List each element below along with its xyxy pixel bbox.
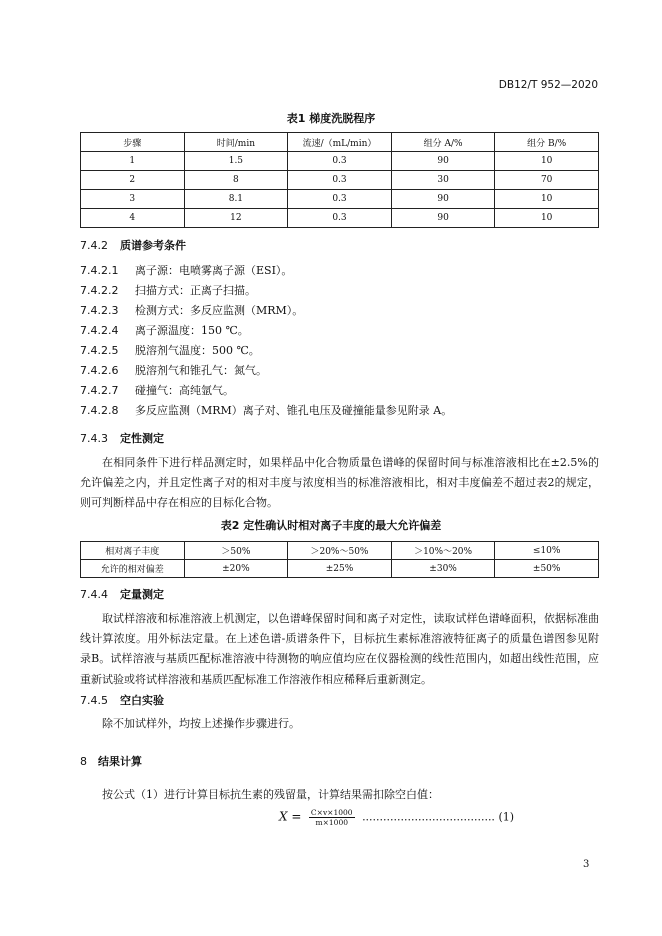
table-cell: 0.3 (288, 209, 392, 228)
section-number: 7.4.4 (80, 588, 108, 601)
item-text: 脱溶剂气和锥孔气：氮气。 (135, 364, 267, 377)
list-item (80, 362, 267, 378)
section-number: 7.4.5 (80, 694, 108, 707)
table-row (81, 190, 599, 209)
section-number: 7.4.2 (80, 239, 108, 252)
formula-denominator: m×1000 (315, 818, 348, 827)
table-cell: 70 (495, 171, 599, 190)
list-item (80, 302, 303, 318)
list-item (80, 342, 260, 358)
table-cell: 10 (495, 152, 599, 171)
paragraph-blank: 除不加试样外，均按上述操作步骤进行。 (102, 717, 300, 730)
list-item (80, 402, 452, 418)
table-cell: 3 (81, 190, 185, 209)
table-row (81, 209, 599, 228)
table-row (81, 560, 599, 578)
formula-lhs: X = (279, 809, 302, 824)
table-cell: 12 (184, 209, 288, 228)
item-number: 7.4.2.3 (80, 304, 119, 317)
section-heading-7-4-2 (80, 237, 186, 253)
paragraph-calculation: 按公式（1）进行计算目标抗生素的残留量，计算结果需扣除空白值： (102, 788, 439, 801)
table-cell: 相对离子丰度 (81, 542, 185, 560)
section-title: 定性测定 (120, 432, 164, 445)
table-cell: ＞50% (184, 542, 288, 560)
section-heading-7-4-3 (80, 430, 164, 446)
table-cell: 1.5 (184, 152, 288, 171)
table-cell: 8 (184, 171, 288, 190)
table-cell: 允许的相对偏差 (81, 560, 185, 578)
formula-numerator: C×v×1000 (310, 808, 353, 817)
item-text: 多反应监测（MRM）离子对、锥孔电压及碰撞能量参见附录 A。 (135, 404, 453, 417)
formula-label: (1) (498, 810, 515, 824)
table-cell: ±25% (288, 560, 392, 578)
section-number: 8 (80, 755, 87, 768)
table2-caption: 表2 定性确认时相对离子丰度的最大允许偏差 (220, 519, 442, 532)
table1-caption: 表1 梯度洗脱程序 (286, 112, 376, 125)
table-cell: 0.3 (288, 152, 392, 171)
table-cell: ±50% (495, 560, 599, 578)
table-cell: 90 (391, 209, 495, 228)
section-number: 7.4.3 (80, 432, 108, 445)
table-cell: 0.3 (288, 190, 392, 209)
table-cell: 0.3 (288, 171, 392, 190)
section-title: 定量测定 (120, 588, 164, 601)
table-header-cell: 流速/（mL/min） (288, 133, 392, 152)
section-heading-7-4-4 (80, 586, 164, 602)
page-number: 3 (583, 859, 590, 870)
table-cell: 90 (391, 152, 495, 171)
table-header-cell: 时间/min (184, 133, 288, 152)
table-row (81, 542, 599, 560)
table-header-cell: 组分 B/% (495, 133, 599, 152)
section-title: 空白实验 (120, 694, 164, 707)
table-header-row (81, 133, 599, 152)
table-cell: 90 (391, 190, 495, 209)
item-number: 7.4.2.8 (80, 404, 119, 417)
item-text: 碰撞气：高纯氩气。 (135, 384, 234, 397)
paragraph-qualitative: 在相同条件下进行样品测定时，如果样品中化合物质量色谱峰的保留时间与标准溶液相比在±2.5%的允许偏差之内，并且定性离子对的相对丰度与浓度相当的标准溶液相比，相对丰度偏差不超过表2的规定，则可判断样品中存在相应的目标化合物。 (80, 456, 599, 510)
table-cell: ≤10% (495, 542, 599, 560)
standard-code: DB12/T 952—2020 (498, 79, 598, 91)
item-number: 7.4.2.7 (80, 384, 119, 397)
list-item (80, 322, 249, 338)
item-text: 脱溶剂气温度：500 ℃。 (135, 344, 260, 357)
table-cell: 8.1 (184, 190, 288, 209)
formula-1 (279, 808, 514, 827)
table-cell: 10 (495, 209, 599, 228)
formula-leader: ...................................... (362, 810, 495, 824)
item-number: 7.4.2.2 (80, 284, 119, 297)
section-title: 结果计算 (98, 755, 142, 768)
table-header-cell: 步骤 (81, 133, 185, 152)
item-text: 检测方式：多反应监测（MRM）。 (135, 304, 304, 317)
item-number: 7.4.2.5 (80, 344, 119, 357)
list-item (80, 382, 234, 398)
table-cell: 2 (81, 171, 185, 190)
list-item (80, 282, 256, 298)
paragraph-quantitative: 取试样溶液和标准溶液上机测定，以色谱峰保留时间和离子对定性，读取试样色谱峰面积，依据标准曲线计算浓度。用外标法定量。在上述色谱-质谱条件下，目标抗生素标准溶液特征离子的质量色谱图参见附录B。试样溶液与基质匹配标准溶液中待测物的响应值均应在仪器检测的线性范围内，如超出线性范围，应重新试验或将试样溶液和基质匹配标准工作溶液作相应稀释后重新测定。 (80, 612, 599, 686)
section-title: 质谱参考条件 (120, 239, 186, 252)
section-heading-7-4-5 (80, 692, 164, 708)
table-cell: ＞20%～50% (288, 542, 392, 560)
item-text: 扫描方式：正离子扫描。 (135, 284, 256, 297)
item-number: 7.4.2.1 (80, 264, 119, 277)
table-cell: 1 (81, 152, 185, 171)
table-cell: ＞10%～20% (391, 542, 495, 560)
list-item (80, 262, 292, 278)
table-cell: ±20% (184, 560, 288, 578)
table-row (81, 152, 599, 171)
formula-fraction (309, 808, 355, 827)
table-cell: ±30% (391, 560, 495, 578)
table-row (81, 171, 599, 190)
item-number: 7.4.2.6 (80, 364, 119, 377)
table-cell: 30 (391, 171, 495, 190)
section-heading-8 (80, 753, 142, 769)
item-text: 离子源：电喷雾离子源（ESI）。 (135, 264, 293, 277)
deviation-table (80, 541, 599, 578)
item-number: 7.4.2.4 (80, 324, 119, 337)
table-cell: 4 (81, 209, 185, 228)
item-text: 离子源温度：150 ℃。 (135, 324, 249, 337)
table-cell: 10 (495, 190, 599, 209)
table-header-cell: 组分 A/% (391, 133, 495, 152)
gradient-table (80, 132, 599, 228)
